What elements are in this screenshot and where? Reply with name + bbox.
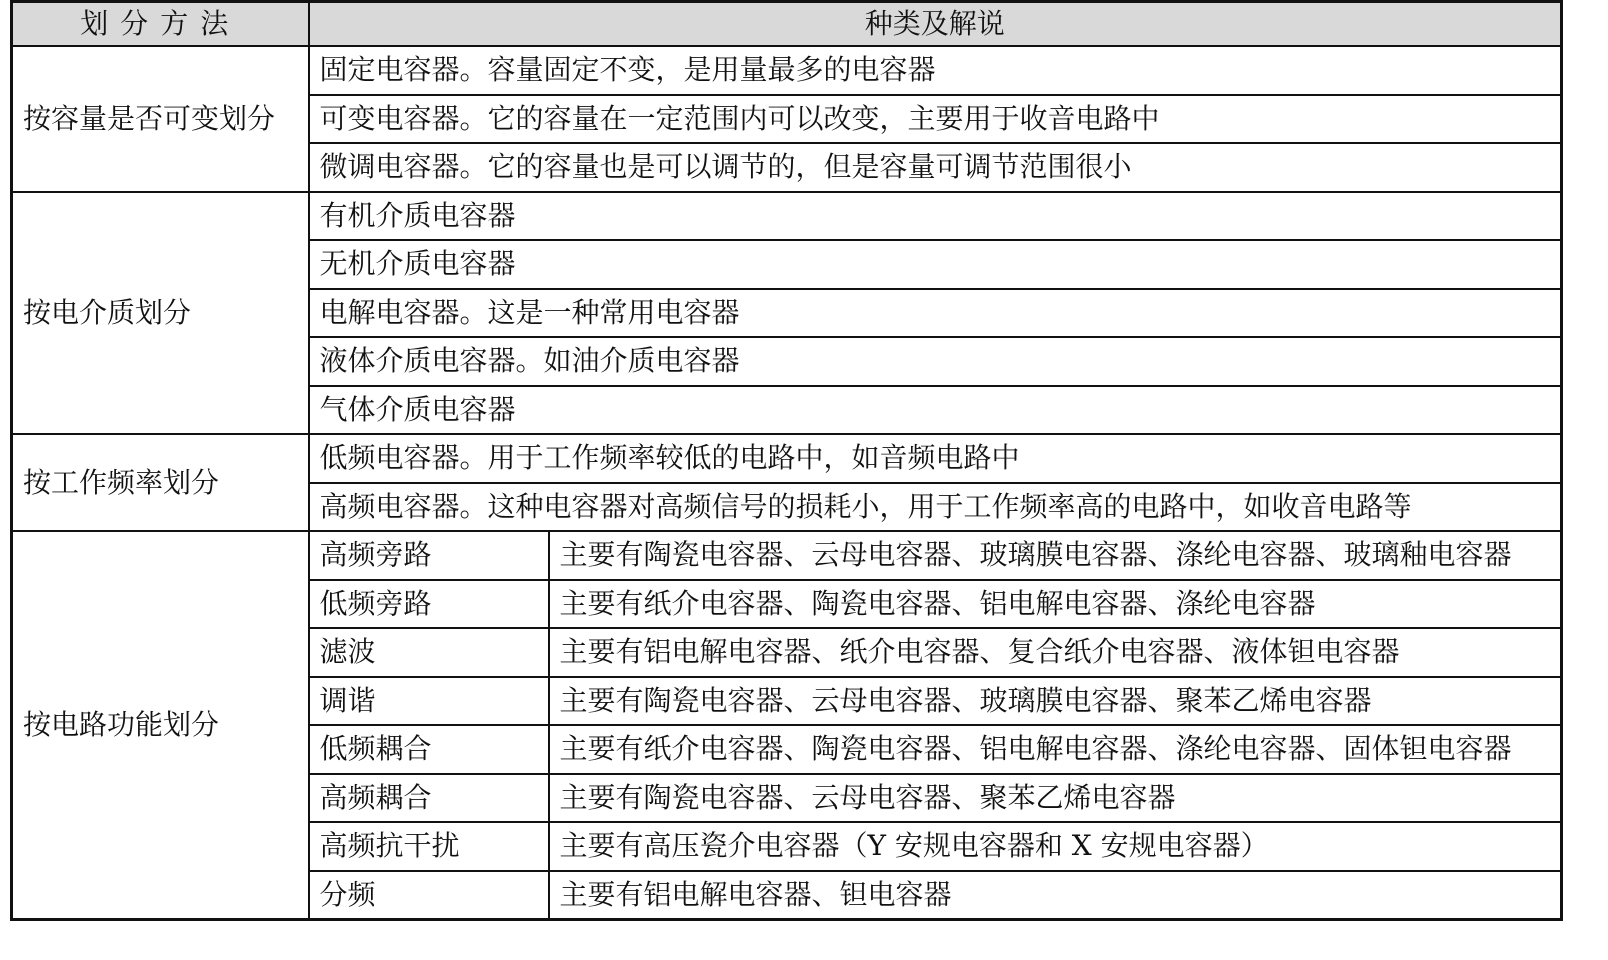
types-cell: 主要有高压瓷介电容器（Y 安规电容器和 X 安规电容器）: [549, 822, 1562, 871]
function-cell: 高频耦合: [309, 774, 549, 823]
description-cell: 气体介质电容器: [309, 386, 1562, 435]
function-cell: 高频旁路: [309, 531, 549, 580]
method-cell: 按容量是否可变划分: [12, 46, 309, 192]
description-cell: 无机介质电容器: [309, 240, 1562, 289]
types-cell: 主要有纸介电容器、陶瓷电容器、铝电解电容器、涤纶电容器、固体钽电容器: [549, 725, 1562, 774]
types-cell: 主要有陶瓷电容器、云母电容器、聚苯乙烯电容器: [549, 774, 1562, 823]
table-row: [12, 434, 1562, 483]
function-cell: 低频耦合: [309, 725, 549, 774]
description-cell: 低频电容器。用于工作频率较低的电路中，如音频电路中: [309, 434, 1562, 483]
function-cell: 滤波: [309, 628, 549, 677]
types-cell: 主要有铝电解电容器、钽电容器: [549, 871, 1562, 920]
header-method: 划分方法: [12, 2, 309, 47]
function-cell: 低频旁路: [309, 580, 549, 629]
types-cell: 主要有陶瓷电容器、云母电容器、玻璃膜电容器、涤纶电容器、玻璃釉电容器: [549, 531, 1562, 580]
function-cell: 调谐: [309, 677, 549, 726]
table-row: [12, 46, 1562, 95]
table-header-row: [12, 2, 1562, 47]
description-cell: 微调电容器。它的容量也是可以调节的，但是容量可调节范围很小: [309, 143, 1562, 192]
description-cell: 固定电容器。容量固定不变，是用量最多的电容器: [309, 46, 1562, 95]
description-cell: 可变电容器。它的容量在一定范围内可以改变，主要用于收音电路中: [309, 95, 1562, 144]
description-cell: 高频电容器。这种电容器对高频信号的损耗小，用于工作频率高的电路中，如收音电路等: [309, 483, 1562, 532]
method-cell: 按工作频率划分: [12, 434, 309, 531]
method-cell: 按电介质划分: [12, 192, 309, 435]
description-cell: 有机介质电容器: [309, 192, 1562, 241]
method-cell: 按电路功能划分: [12, 531, 309, 920]
function-cell: 分频: [309, 871, 549, 920]
types-cell: 主要有陶瓷电容器、云母电容器、玻璃膜电容器、聚苯乙烯电容器: [549, 677, 1562, 726]
table-row: [12, 192, 1562, 241]
types-cell: 主要有纸介电容器、陶瓷电容器、铝电解电容器、涤纶电容器: [549, 580, 1562, 629]
header-types: 种类及解说: [309, 2, 1562, 47]
description-cell: 电解电容器。这是一种常用电容器: [309, 289, 1562, 338]
description-cell: 液体介质电容器。如油介质电容器: [309, 337, 1562, 386]
table-row: [12, 531, 1562, 580]
document-page: [10, 0, 1560, 921]
function-cell: 高频抗干扰: [309, 822, 549, 871]
capacitor-classification-table: [10, 0, 1563, 921]
types-cell: 主要有铝电解电容器、纸介电容器、复合纸介电容器、液体钽电容器: [549, 628, 1562, 677]
